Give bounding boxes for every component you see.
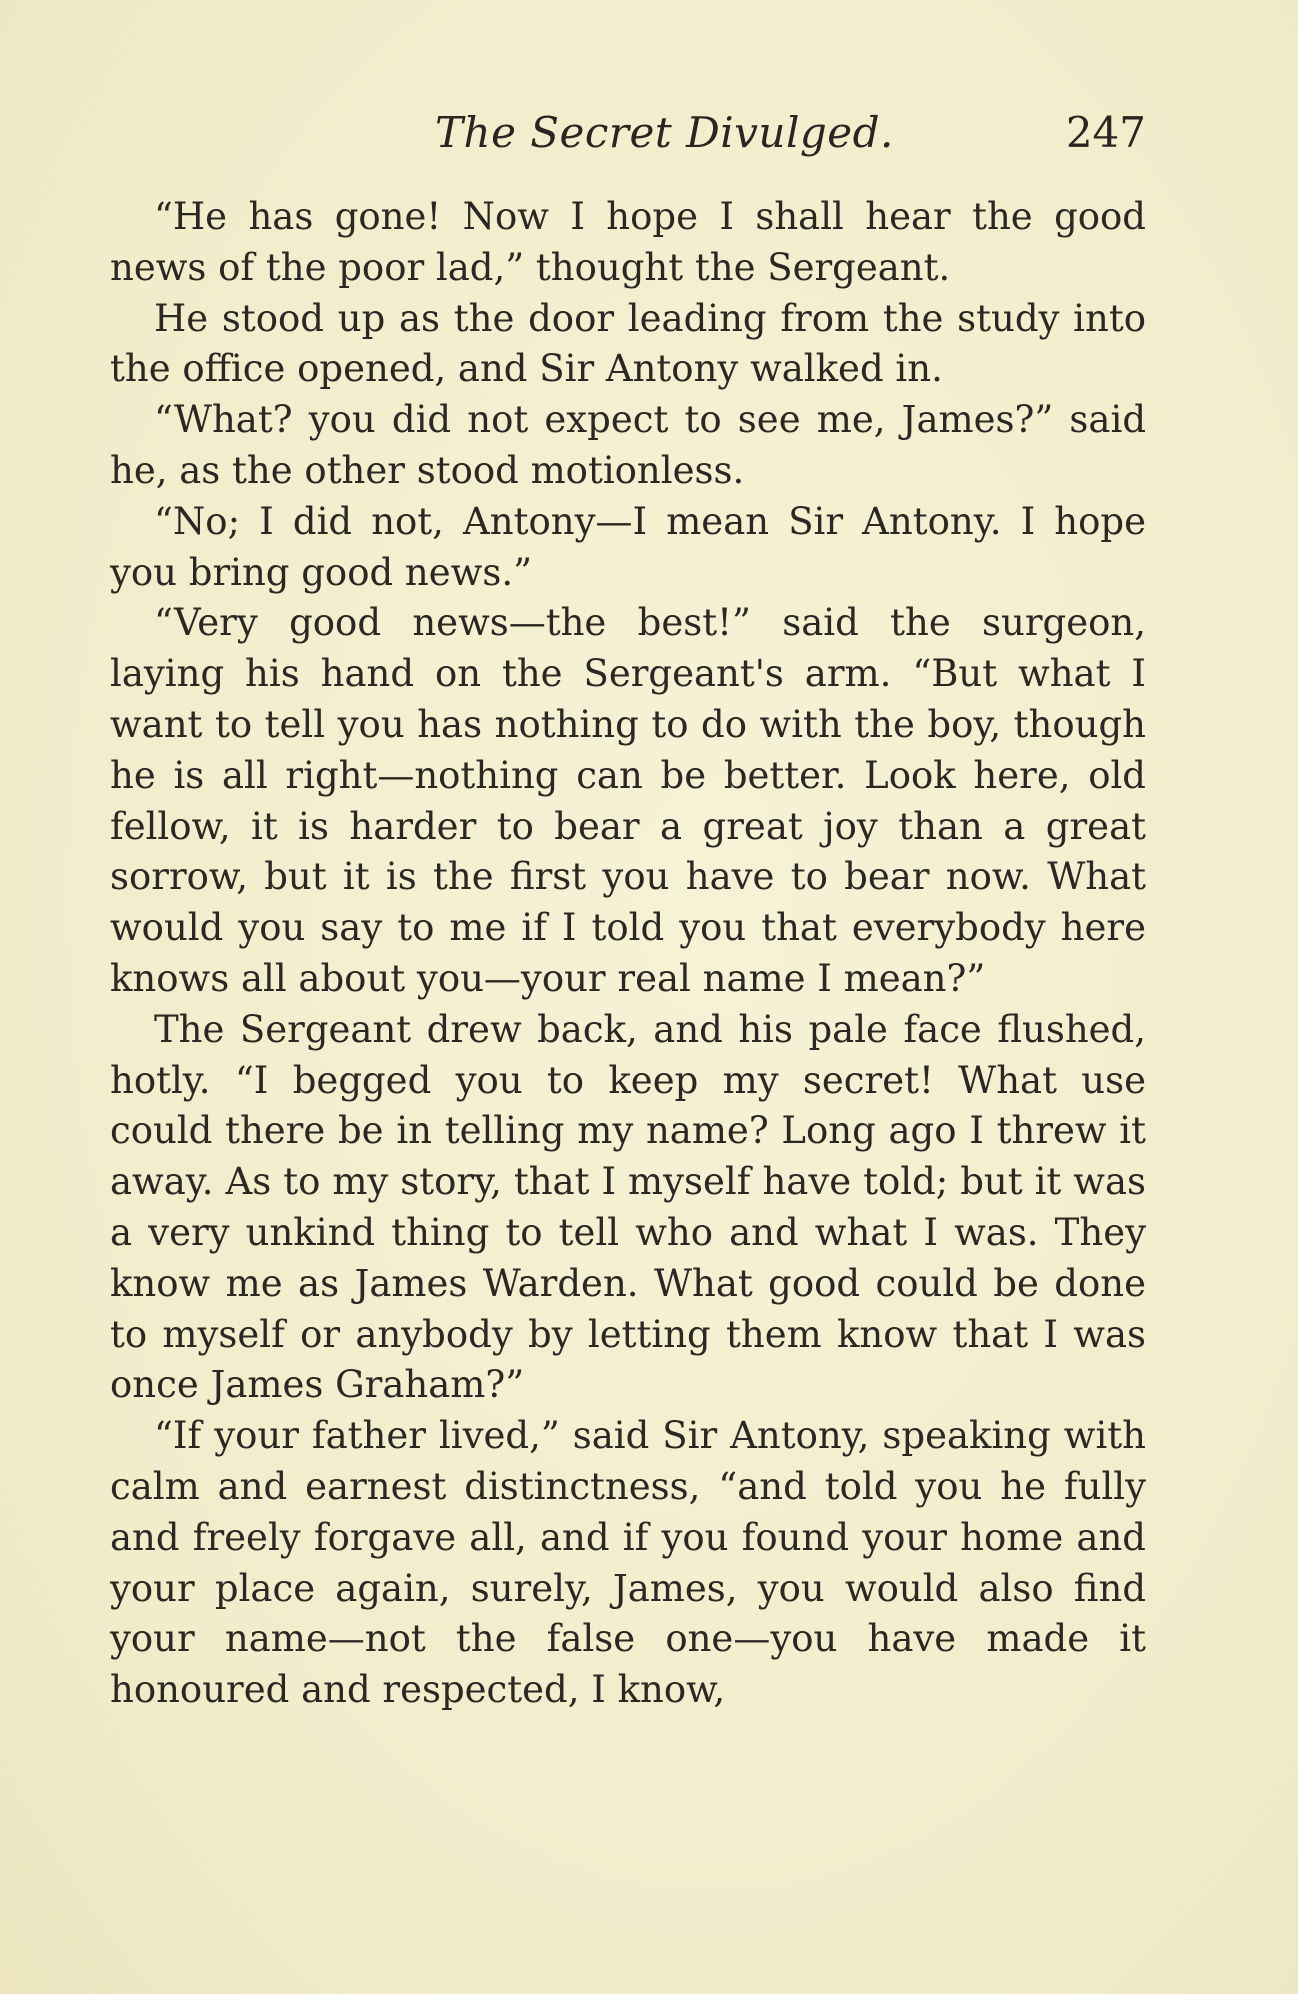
paragraph: “If your father lived,” said Sir Antony, speaking with calm and earnest distinctness, “and told you he fully and freely forgave all, and if you found your home and your place again, surely, James, you would also find your name—not the false one—you have made it honoured and respected, I know, bbox=[110, 1414, 1146, 1712]
paragraph: He stood up as the door leading from the study into the office opened, and Sir Antony walked in. bbox=[110, 296, 1146, 391]
paragraph: “Very good news—the best!” said the surgeon, laying his hand on the Sergeant's arm. “But what I want to tell you has nothing to do with the boy, though he is all right—nothing can be better. Look here, old fellow, it is harder to bear a great joy than a great sorrow, but it is the first you have to bear now. What would you say to me if I told you that everybody here knows all about you—your real name I mean?” bbox=[110, 601, 1146, 1000]
paragraph: “He has gone! Now I hope I shall hear the good news of the poor lad,” thought the Sergeant. bbox=[110, 195, 1146, 289]
body-text bbox=[110, 192, 1146, 1716]
paragraph: “What? you did not expect to see me, James?” said he, as the other stood motionless. bbox=[110, 398, 1146, 492]
paragraph: The Sergeant drew back, and his pale face flushed, hotly. “I begged you to keep my secret! What use could there be in telling my name? Long ago I threw it away. As to my story, that I myself have told; but it was a very unkind thing to tell who and what I was. They know me as James Warden. What good could be done to myself or anybody by letting them know that I was once James Graham?” bbox=[110, 1007, 1146, 1407]
running-title: The Secret Divulged. bbox=[435, 108, 894, 157]
page-number: 247 bbox=[1065, 108, 1146, 157]
paragraph: “No; I did not, Antony—I mean Sir Antony. I hope you bring good news.” bbox=[110, 499, 1146, 594]
page-header bbox=[110, 108, 1146, 168]
